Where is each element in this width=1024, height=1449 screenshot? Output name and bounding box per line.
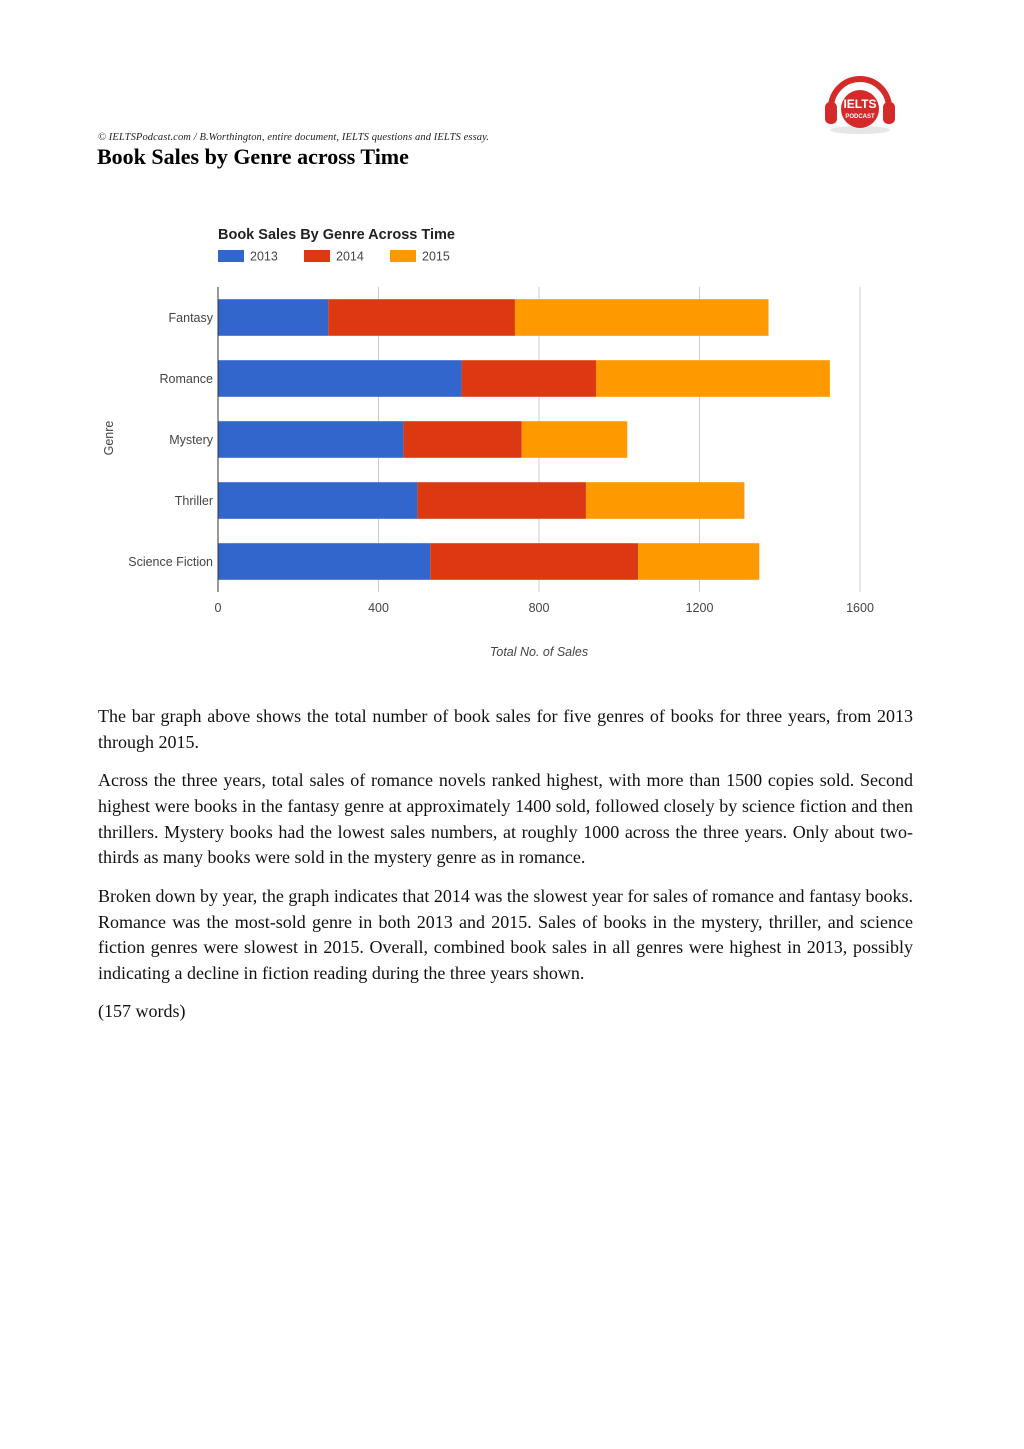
- bar-layer: [218, 299, 830, 580]
- category-label: Fantasy: [168, 311, 213, 325]
- essay-paragraph-2: Across the three years, total sales of romance novels ranked highest, with more than 1500 copies sold. Second highest were books in the fantasy genre at approximately 1400 sold, followed closely by science fiction and then thrillers. Mystery books had the lowest sales numbers, at roughly 1000 across the three years. Only about two-thirds as many books were sold in the mystery genre as in romance.: [98, 770, 913, 868]
- x-axis-title: Total No. of Sales: [489, 645, 589, 659]
- essay-paragraph-1: The bar graph above shows the total number of book sales for five genres of books for three years, from 2013 through 2015.: [98, 706, 913, 752]
- book-sales-chart: [95, 212, 895, 672]
- bar-segment: [638, 543, 759, 580]
- bar-segment: [403, 421, 521, 458]
- bar-segment: [417, 482, 586, 519]
- legend-swatch: [304, 250, 330, 262]
- chart-title: Book Sales By Genre Across Time: [218, 227, 455, 243]
- legend-label: 2015: [422, 249, 450, 264]
- ielts-podcast-logo: [822, 70, 898, 136]
- x-tick-label: 1200: [685, 601, 714, 615]
- legend-label: 2014: [336, 249, 364, 264]
- x-tick-label: 400: [368, 601, 389, 615]
- category-label: Romance: [159, 372, 213, 386]
- x-tick-label: 800: [528, 601, 550, 615]
- bar-segment: [596, 360, 830, 397]
- logo-text-podcast: PODCAST: [845, 114, 875, 120]
- essay-paragraph-3: Broken down by year, the graph indicates that 2014 was the slowest year for sales of romance and fantasy books. Romance was the most-sold genre in both 2013 and 2015. Sales of books in the mystery, thriller, and science fiction genres were slowest in 2015. Overall, combined book sales in all genres were highest in 2013, possibly indicating a decline in fiction reading during the three years shown.: [98, 885, 913, 984]
- bar-segment: [515, 299, 769, 336]
- x-tick-label: 0: [214, 601, 222, 615]
- legend-swatch: [390, 250, 416, 262]
- bar-segment: [218, 360, 462, 397]
- category-label: Science Fiction: [128, 555, 213, 569]
- bar-segment: [218, 421, 403, 458]
- bar-segment: [430, 543, 638, 580]
- legend-swatch: [218, 250, 244, 262]
- bar-chart-svg: [95, 212, 895, 672]
- bar-segment: [586, 482, 744, 519]
- logo-text-ielts: IELTS: [843, 97, 877, 111]
- bar-segment: [218, 543, 430, 580]
- bar-segment: [218, 482, 417, 519]
- bar-segment: [218, 299, 328, 336]
- bar-segment: [462, 360, 596, 397]
- bar-segment: [328, 299, 515, 336]
- headphones-logo-icon: [822, 70, 898, 136]
- category-label: Mystery: [169, 433, 213, 447]
- category-label: Thriller: [174, 494, 213, 508]
- chart-legend: [218, 250, 450, 264]
- copyright-line: © IELTSPodcast.com / B.Worthington, entire document, IELTS questions and IELTS essay.: [98, 132, 490, 143]
- document-title: Book Sales by Genre across Time: [97, 144, 409, 169]
- bar-segment: [522, 421, 628, 458]
- legend-label: 2013: [250, 249, 278, 264]
- x-tick-label: 1600: [846, 601, 874, 615]
- y-axis-title: Genre: [102, 420, 116, 456]
- word-count: (157 words): [98, 1001, 186, 1022]
- essay-body: [98, 704, 913, 1038]
